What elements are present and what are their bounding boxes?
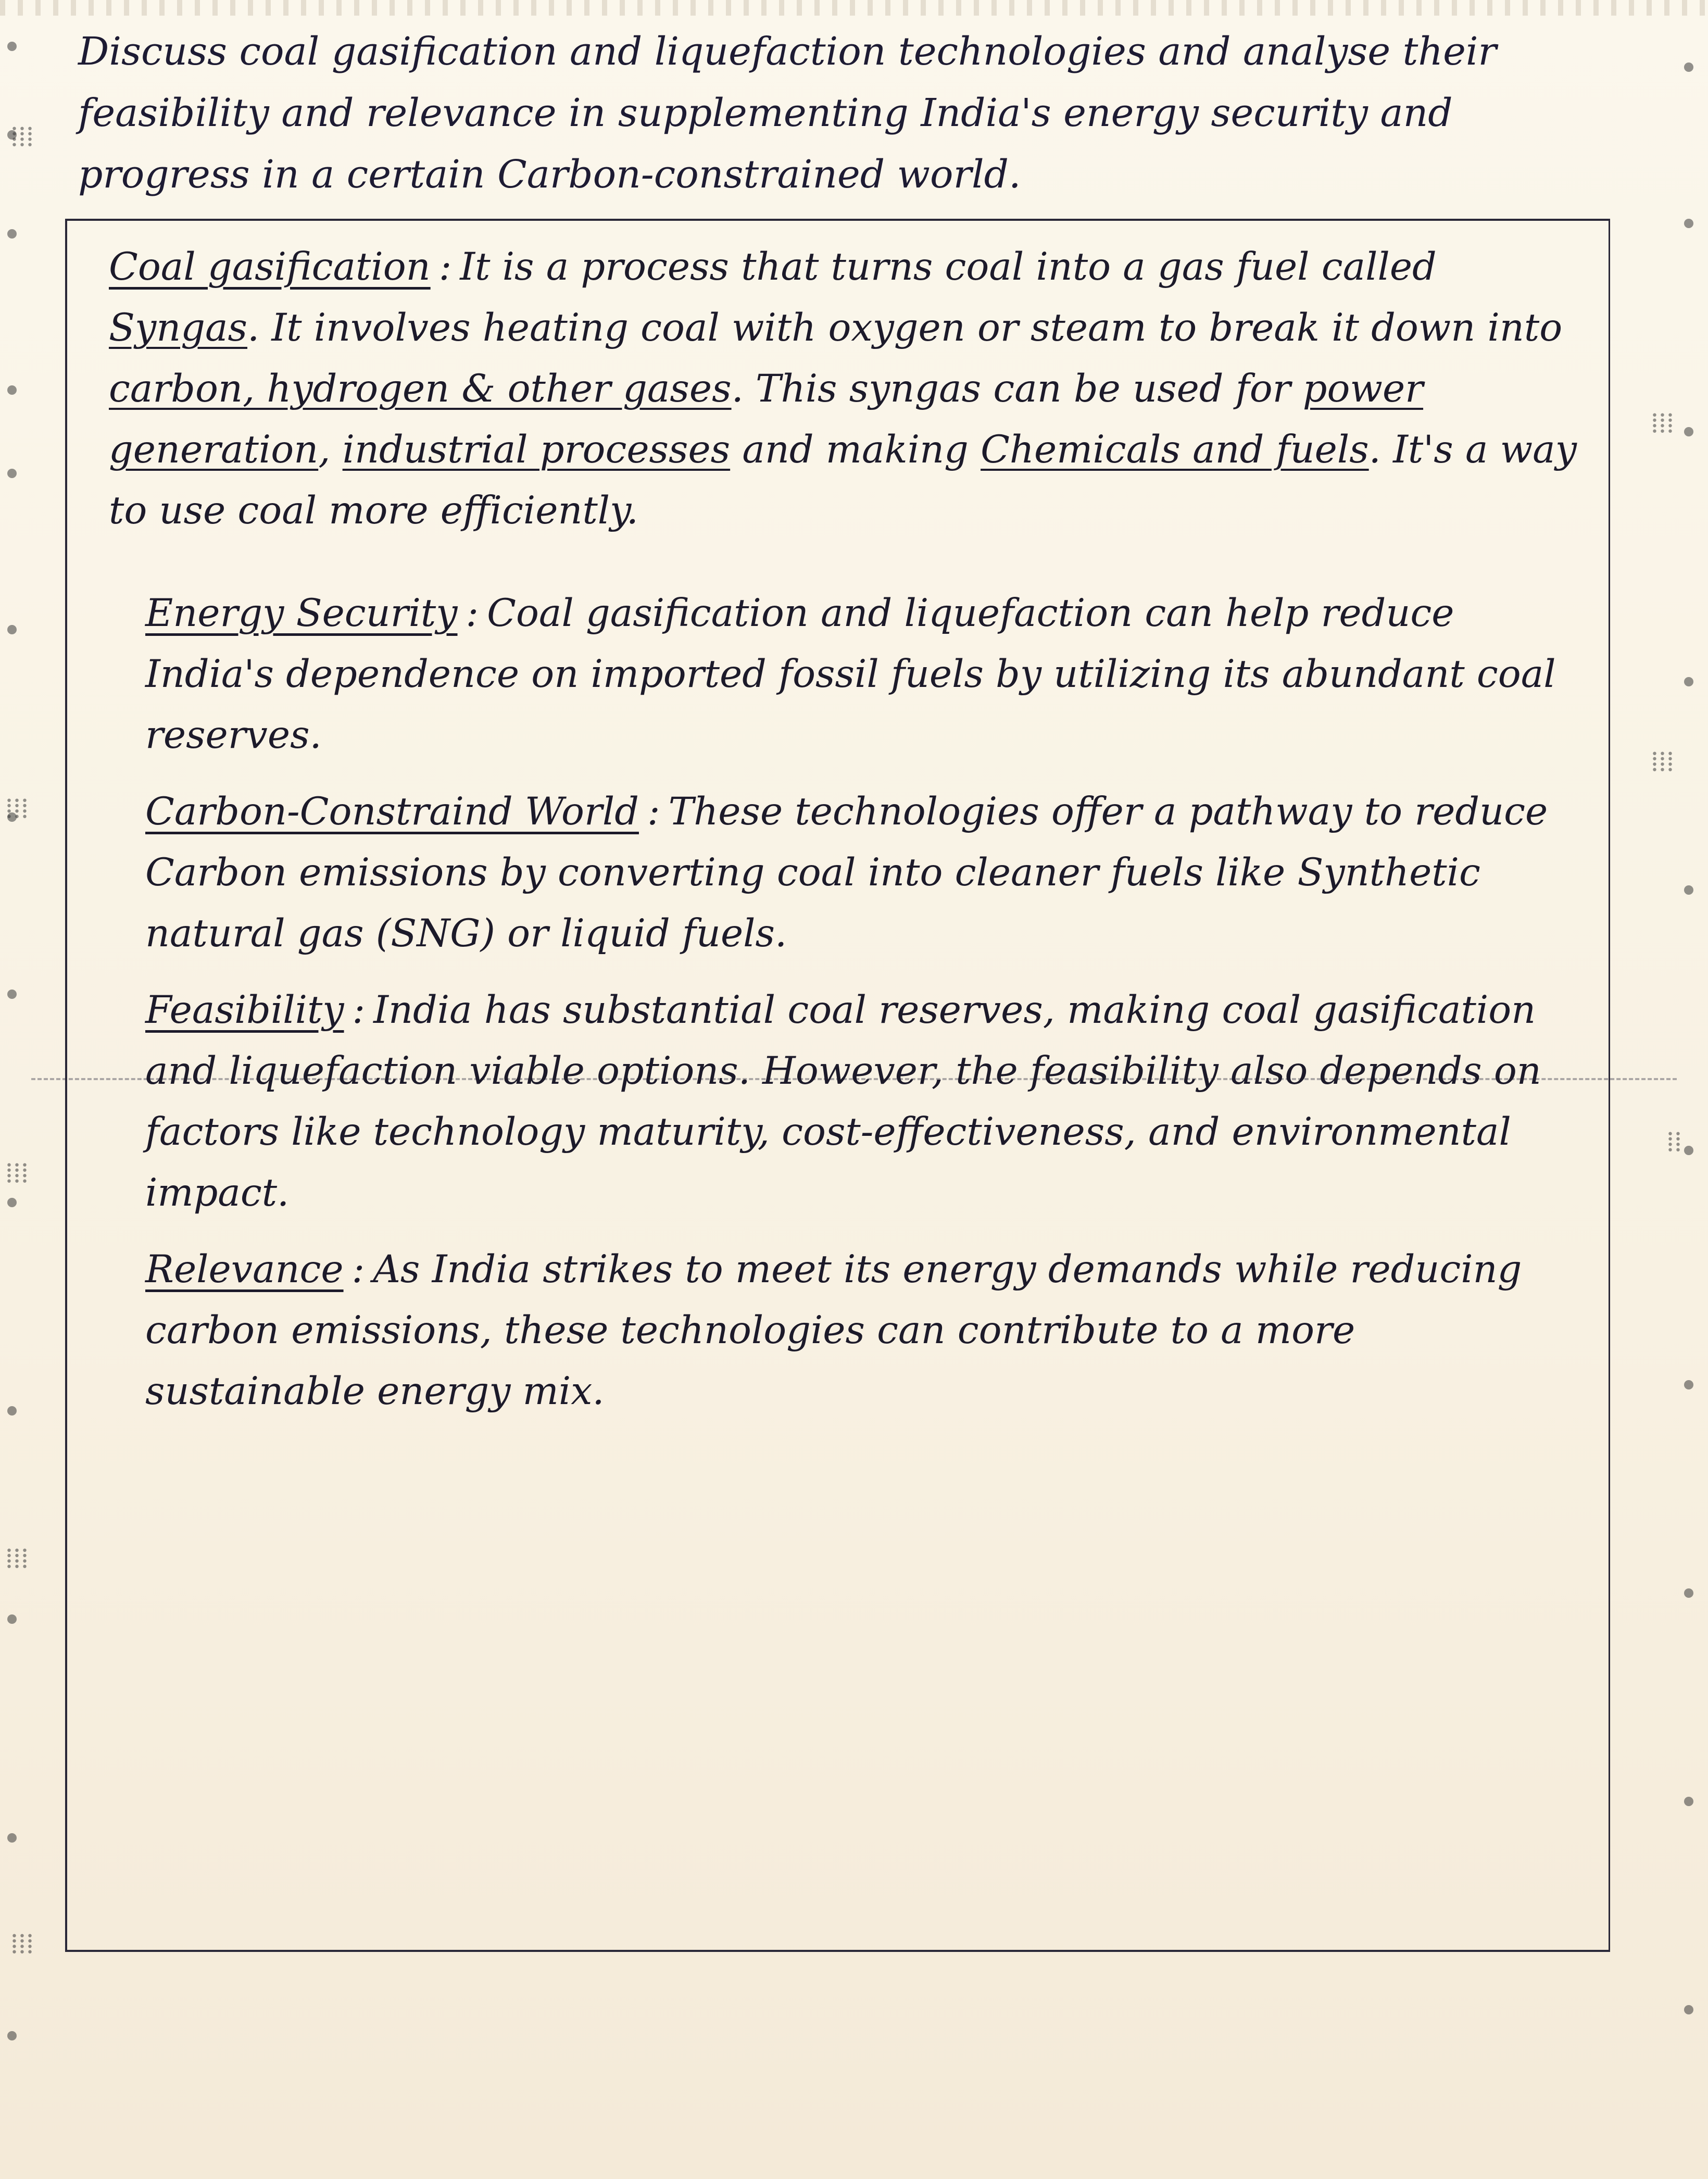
page-perforation (0, 0, 1708, 16)
colon: : (466, 591, 479, 635)
colon: : (438, 245, 452, 289)
section-body-part: and making (730, 428, 981, 472)
margin-tally-mark: ⁞⁞⁞ (10, 120, 34, 153)
question-text: Discuss coal gasification and liquefaction technologies and analyse their feasibility and relevance in supplementing India's energy security and progress in a certain Carbon-constrained world. (78, 29, 1497, 197)
answer-text (109, 236, 1577, 1437)
colon: : (351, 1247, 365, 1292)
term-gases: carbon, hydrogen & other gases (109, 367, 732, 411)
margin-tally-mark: ⁞⁞⁞ (5, 1542, 29, 1574)
section-body-part: . It's a way to use coal more efficiently. (109, 428, 1577, 533)
section-heading: Carbon-Constraind World (145, 790, 639, 834)
section-body: These technologies offer a pathway to reduce Carbon emissions by converting coal into cleaner fuels like Synthetic natural gas (SNG) or liquid fuels. (145, 790, 1548, 956)
term-syngas: Syngas (109, 306, 247, 350)
term-power-generation: power generation (109, 367, 1424, 472)
margin-tally-mark: ⁞⁞ (1666, 1125, 1682, 1158)
term-industrial-processes: industrial processes (342, 428, 731, 472)
section-body: Coal gasification and liquefaction can help reduce India's dependence on imported fossil fuels by utilizing its abundant coal reserves. (145, 591, 1556, 757)
section-body-part: It is a process that turns coal into a gas fuel called (460, 245, 1437, 289)
margin-tally-mark: ⁞⁞⁞ (5, 1156, 29, 1189)
section-relevance (109, 1239, 1577, 1422)
section-heading: Coal gasification (109, 245, 431, 289)
section-coal-gasification (109, 236, 1577, 541)
section-carbon-constrained-world (109, 781, 1577, 964)
section-heading: Relevance (145, 1247, 344, 1292)
section-body-part: , (318, 428, 343, 472)
colon: : (352, 988, 366, 1032)
left-margin-dots (0, 0, 31, 2179)
section-body: As India strikes to meet its energy demands while reducing carbon emissions, these technologies can contribute to a more sustainable energy mix. (145, 1247, 1522, 1413)
margin-tally-mark: ⁞⁞⁞ (5, 792, 29, 824)
answer-box (65, 219, 1610, 1952)
margin-tally-mark: ⁞⁞⁞ (10, 1927, 34, 1960)
margin-tally-mark: ⁞⁞⁞ (1651, 406, 1675, 439)
term-chemicals-fuels: Chemicals and fuels (981, 428, 1369, 472)
section-energy-security (109, 583, 1577, 766)
right-margin-dots (1677, 0, 1708, 2179)
section-body-part: . This syngas can be used for (731, 367, 1303, 411)
section-heading: Energy Security (145, 591, 458, 635)
section-body: India has substantial coal reserves, making coal gasification and liquefaction viable options. However, the feasibility also depends on factors like technology maturity, cost-effectiveness, and environmental impact. (145, 988, 1541, 1215)
margin-tally-mark: ⁞⁞⁞ (1651, 745, 1675, 778)
section-feasibility (109, 980, 1577, 1223)
section-heading: Feasibility (145, 988, 344, 1032)
colon: : (647, 790, 660, 834)
section-body-part: . It involves heating coal with oxygen or steam to break it down into (247, 306, 1563, 350)
